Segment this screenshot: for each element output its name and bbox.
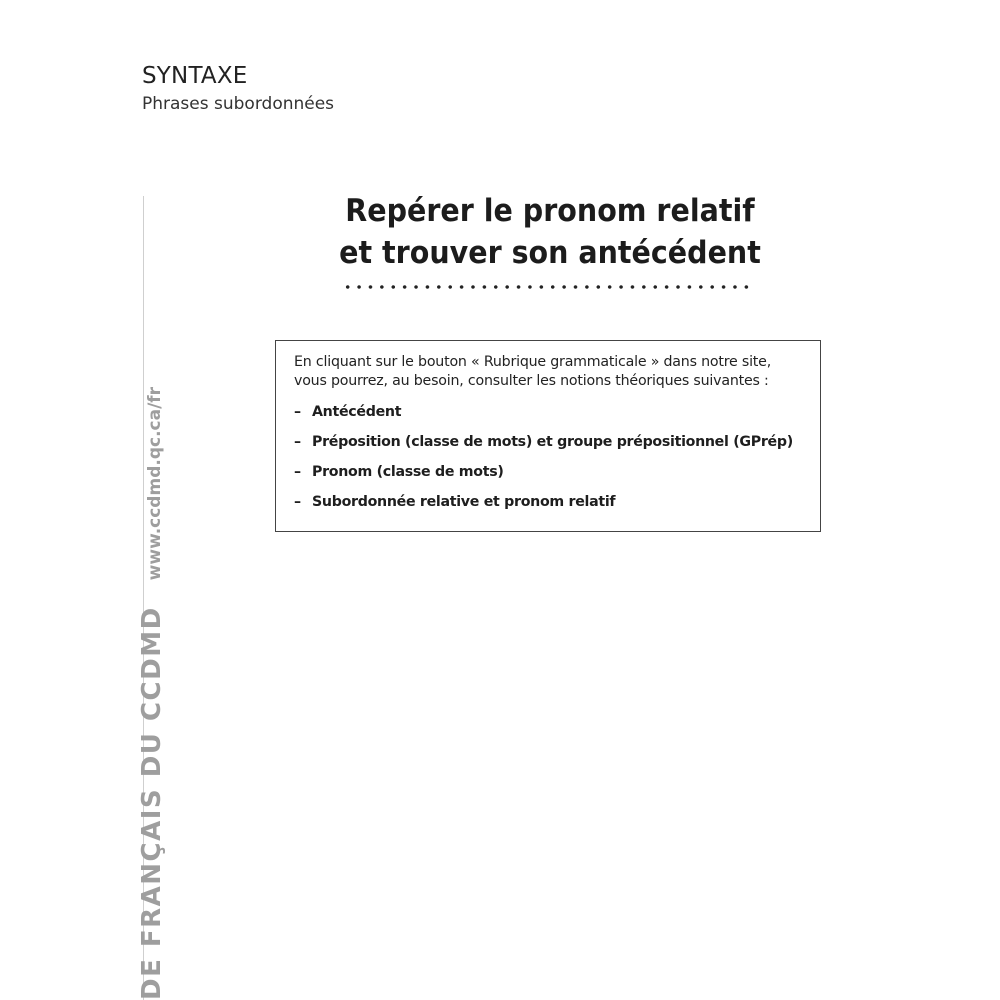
brand-text: DE FRANÇAIS DU CCDMD [137,606,167,1000]
section-subheading: Phrases subordonnées [142,94,335,114]
dash-bullet: – [294,494,301,510]
notes-intro: En cliquant sur le bouton « Rubrique grammaticale » dans notre site, vous pourrez, au besoin, consulter les notions théoriques suivantes : [294,354,772,389]
dotted-divider [342,285,752,289]
theory-notes-box [275,340,821,532]
section-heading: SYNTAXE [142,63,248,89]
title-line-2: et trouver son antécédent [339,235,761,271]
exercise-title [320,190,780,274]
dash-bullet: – [294,434,301,450]
dash-bullet: – [294,404,301,420]
notion-label: Préposition (classe de mots) et groupe prépositionnel (GPrép) [312,434,793,450]
list-item [294,427,802,457]
title-line-1: Repérer le pronom relatif [345,193,755,229]
notion-label: Subordonnée relative et pronom relatif [312,494,616,510]
notion-list [294,397,802,517]
website-url: www.ccdmd.qc.ca/fr [145,386,165,581]
notion-label: Antécédent [312,404,402,420]
sidebar-branding [137,387,167,1000]
list-item [294,397,802,427]
dash-bullet: – [294,464,301,480]
notion-label: Pronom (classe de mots) [312,464,504,480]
list-item [294,487,802,517]
list-item [294,457,802,487]
